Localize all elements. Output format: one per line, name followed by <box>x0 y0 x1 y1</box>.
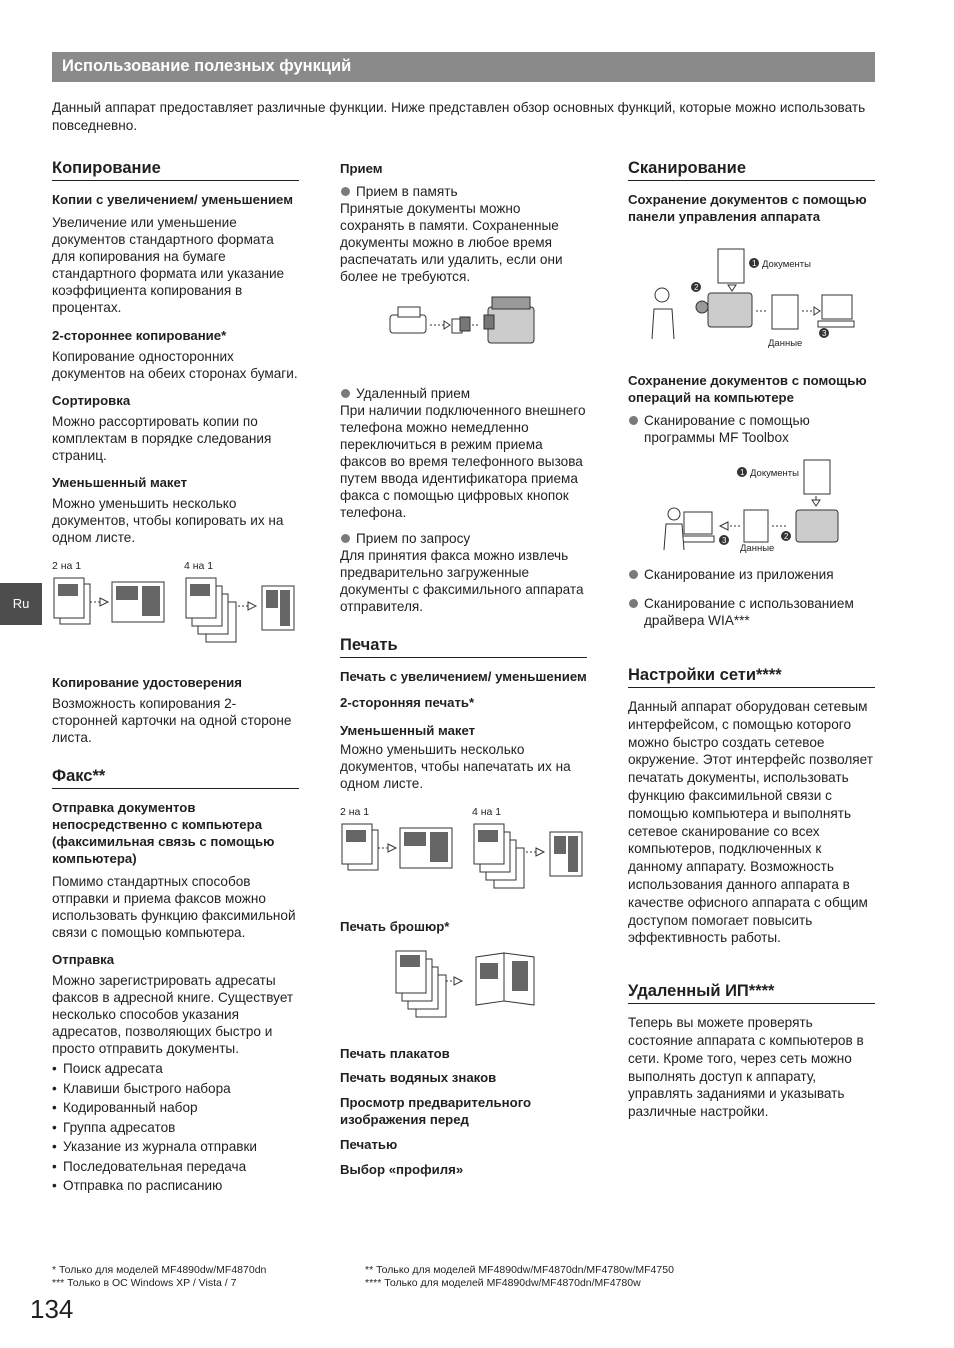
fax-send-title: Отправка <box>52 952 115 967</box>
fax-poll-title: Прием по запросу <box>340 530 587 547</box>
list-item: • Последовательная передача <box>52 1157 299 1177</box>
print-watermark-title: Печать водяных знаков <box>340 1070 497 1085</box>
nup-diagram-icon <box>340 818 587 908</box>
copy-duplex-text: Копирование односторонних документов на обеих сторонах бумаги. <box>52 349 298 381</box>
booklet-illustration <box>340 945 587 1025</box>
print-duplex-title: 2-сторонняя печать* <box>340 695 475 710</box>
copy-nup-illustration <box>52 558 299 666</box>
column-1 <box>52 158 299 1196</box>
fax-remote-title: Удаленный прием <box>340 385 587 402</box>
print-nup-illustration <box>340 804 587 908</box>
section-banner <box>52 52 875 82</box>
list-item: • Отправка по расписанию <box>52 1176 299 1196</box>
column-3 <box>628 158 875 1121</box>
scan-pc-illustration <box>628 454 875 556</box>
copy-4in1-label: 4 на 1 <box>184 560 214 572</box>
network-heading: Настройки сети**** <box>628 665 875 688</box>
print-reduced-title: Уменьшенный макет <box>340 723 476 738</box>
list-item: • Поиск адресата <box>52 1059 299 1079</box>
scan-heading: Сканирование <box>628 158 875 181</box>
list-item: • Клавиши быстрого набора <box>52 1079 299 1099</box>
print-heading: Печать <box>340 635 587 658</box>
copy-reduced-text: Можно уменьшить несколько документов, чтобы копировать их на одном листе. <box>52 496 284 545</box>
scan-num-3: 3 <box>822 329 827 338</box>
column-2 <box>340 158 587 1178</box>
copy-duplex-title: 2-стороннее копирование* <box>52 328 227 343</box>
network-text: Данный аппарат оборудован сетевым интерфейсом, с помощью которого можно быстро создать сетевое окружение. Этот интерфейс позволяет печатать документы, использовать функцию факсимильной связи с помощью компьютера и выполнять сетевое сканирование со всех компьютеров, подключенных к данному аппарату. Возможность использования данного аппарата в качестве офисного аппарата с общим доступом помогает повысить эффективность работы. <box>628 699 874 946</box>
page-number: 134 <box>30 1294 74 1324</box>
language-tab: Ru <box>0 583 42 625</box>
intro-text: Данный аппарат предоставляет различные функции. Ниже представлен обзор основных функций, которые можно использовать повседневно. <box>52 100 866 133</box>
fax-remote-text: При наличии подключенного внешнего телефона можно немедленно переключиться в режим приема факсов во время телефонного вызова путем ввода идентификатора приема факса с помощью цифровых кнопок телефона. <box>340 403 586 520</box>
scan-panel-illustration <box>628 245 875 365</box>
footnote-4: **** Только для моделей MF4890dw/MF4870dn/MF4780w <box>365 1277 641 1289</box>
fax-receive-title: Прием <box>340 161 383 176</box>
copy-reduced-title: Уменьшенный макет <box>52 475 188 490</box>
section-title: Использование полезных функций <box>62 57 352 75</box>
scan-pc-title: Сохранение документов с помощью операций на компьютере <box>628 373 867 405</box>
copy-sort-title: Сортировка <box>52 393 131 408</box>
print-poster-title: Печать плакатов <box>340 1046 450 1061</box>
fax-send-text: Можно зарегистрировать адресаты факсов в адресной книге. Существует несколько способов указания адресатов, позволяющих быстро и просто отправить документы. <box>52 973 294 1056</box>
scan-data-label: Данные <box>768 338 803 349</box>
fax-mem-text: Принятые документы можно сохранять в памяти. Сохраненные документы можно в любое время распечатать или удалить, если они более не требуются. <box>340 201 563 284</box>
footnote-3: *** Только в ОС Windows XP / Vista / 7 <box>52 1277 237 1289</box>
list-item: • Группа адресатов <box>52 1118 299 1138</box>
fax-heading: Факс** <box>52 766 299 789</box>
print-reduced-text: Можно уменьшить несколько документов, чтобы напечатать их на одном листе. <box>340 742 571 791</box>
scan-pc-data-label: Данные <box>740 543 775 554</box>
scan-pc-docs-label: Документы <box>750 468 799 479</box>
scan-toolbox-text: Сканирование с помощью программы MF Toolbox <box>628 412 875 446</box>
fax-send-list <box>52 1059 299 1196</box>
scan-panel-title: Сохранение документов с помощью панели управления аппарата <box>628 192 867 224</box>
fax-poll-text: Для принятия факса можно извлечь предварительно загруженные документы с факсимильного аппарата отправителя. <box>340 548 584 614</box>
copy-heading: Копирование <box>52 158 299 181</box>
print-booklet-title: Печать брошюр* <box>340 919 450 934</box>
footnote-1: * Только для моделей MF4890dw/MF4870dn <box>52 1264 267 1276</box>
print-zoom-title: Печать с увеличением/ уменьшением <box>340 669 587 684</box>
fax-receive-illustration <box>340 293 587 359</box>
list-item: • Указание из журнала отправки <box>52 1137 299 1157</box>
copy-id-text: Возможность копирования 2-сторонней карточки на одной стороне листа. <box>52 696 292 745</box>
nup-diagram-icon <box>52 572 299 664</box>
print-4in1-label: 4 на 1 <box>472 806 502 818</box>
scan-app-text: Сканирование из приложения <box>628 566 875 583</box>
fax-pc-text: Помимо стандартных способов отправки и приема факсов можно использовать функцию факсимильной связи с помощью компьютера. <box>52 874 296 940</box>
print-preview-title: Просмотр предварительного изображения перед <box>340 1095 532 1127</box>
scan-pc-num-2: 2 <box>784 532 789 541</box>
fax-pc-title: Отправка документов непосредственно с компьютера (факсимильная связь с помощью компьютера) <box>52 800 275 866</box>
copy-sort-text: Можно рассортировать копии по комплектам в порядке следования страниц. <box>52 414 272 463</box>
print-profile-title: Выбор «профиля» <box>340 1162 464 1177</box>
remote-ui-heading: Удаленный ИП**** <box>628 981 875 1004</box>
list-item: • Кодированный набор <box>52 1098 299 1118</box>
print-2in1-label: 2 на 1 <box>340 806 370 818</box>
copy-id-title: Копирование удостоверения <box>52 675 242 690</box>
copy-zoom-text: Увеличение или уменьшение документов стандартного формата для копирования на бумаге стандартного формата или указание коэффициента копирования в процентах. <box>52 215 285 315</box>
footnote-2: ** Только для моделей MF4890dw/MF4870dn/MF4780w/MF4750 <box>365 1264 674 1276</box>
fax-mem-title: Прием в память <box>340 183 587 200</box>
scan-pc-num-1: 1 <box>740 468 745 477</box>
scan-wia-text: Сканирование с использованием драйвера WIA*** <box>628 595 875 629</box>
copy-zoom-title: Копии с увеличением/ уменьшением <box>52 192 293 207</box>
print-printing-title: Печатью <box>340 1137 398 1152</box>
scan-pc-num-3: 3 <box>722 536 727 545</box>
remote-ui-text: Теперь вы можете проверять состояние аппарата с компьютеров в сети. Кроме того, через сеть можно выполнять доступ к аппарату, управлять заданиями и указывать различные настройки. <box>628 1015 864 1120</box>
copy-2in1-label: 2 на 1 <box>52 560 82 572</box>
scan-docs-label: Документы <box>762 259 811 270</box>
scan-num-2: 2 <box>694 283 699 292</box>
scan-num-1: 1 <box>752 259 757 268</box>
